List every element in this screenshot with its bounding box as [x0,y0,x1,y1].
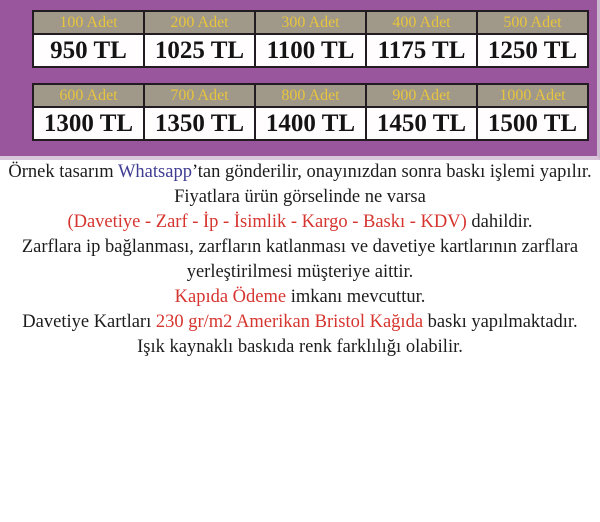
note-text: Işık kaynaklı baskıda renk farklılığı olabilir. [137,337,463,357]
quantity-header-row [33,11,588,34]
note-price-includes [0,185,600,235]
note-assembly [0,235,600,285]
quantity-header-row [33,84,588,107]
price-row [33,107,588,140]
note-text: Fiyatlara ürün görselinde ne varsa [174,187,426,207]
quantity-header: 400 Adet [366,11,477,34]
quantity-header: 700 Adet [144,84,255,107]
included-items-red-text: (Davetiye - Zarf - İp - İsimlik - Kargo - Baskı - KDV) [67,212,467,232]
price-cell: 1250 TL [477,34,588,67]
note-text: imkanı mevcuttur. [286,287,426,307]
price-cell: 1175 TL [366,34,477,67]
quantity-header: 200 Adet [144,11,255,34]
price-cell: 1025 TL [144,34,255,67]
quantity-header: 100 Adet [33,11,144,34]
whatsapp-brand-text: Whatsapp [117,162,192,182]
cash-on-delivery-red-text: Kapıda Ödeme [174,287,287,307]
price-cell: 1100 TL [255,34,366,67]
quantity-header: 600 Adet [33,84,144,107]
note-text: Davetiye Kartları [22,312,156,332]
quantity-header: 800 Adet [255,84,366,107]
quantity-header: 900 Adet [366,84,477,107]
price-row [33,34,588,67]
note-text: dahildir. [466,212,533,232]
note-text: Zarflara ip bağlanması, zarfların katlanması ve davetiye kartlarının zarflara [21,237,579,257]
note-payment [0,285,600,310]
note-text: ’tan gönderilir, onayınızdan sonra baskı işlemi yapılır. [191,162,592,182]
price-table-lower [32,83,589,141]
note-paper [0,310,600,360]
note-text: yerleştirilmesi müşteriye aittir. [186,262,414,282]
price-cell: 950 TL [33,34,144,67]
note-text: Örnek tasarım [8,162,118,182]
note-sample-design [0,160,600,185]
info-notes [0,160,600,360]
note-text: baskı yapılmaktadır. [423,312,578,332]
quantity-header: 500 Adet [477,11,588,34]
price-cell: 1300 TL [33,107,144,140]
quantity-header: 1000 Adet [477,84,588,107]
price-cell: 1450 TL [366,107,477,140]
price-cell: 1400 TL [255,107,366,140]
quantity-header: 300 Adet [255,11,366,34]
price-table-upper [32,10,589,68]
pricing-panel [0,0,600,160]
paper-spec-red-text: 230 gr/m2 Amerikan Bristol Kağıda [155,312,424,332]
price-cell: 1500 TL [477,107,588,140]
price-cell: 1350 TL [144,107,255,140]
